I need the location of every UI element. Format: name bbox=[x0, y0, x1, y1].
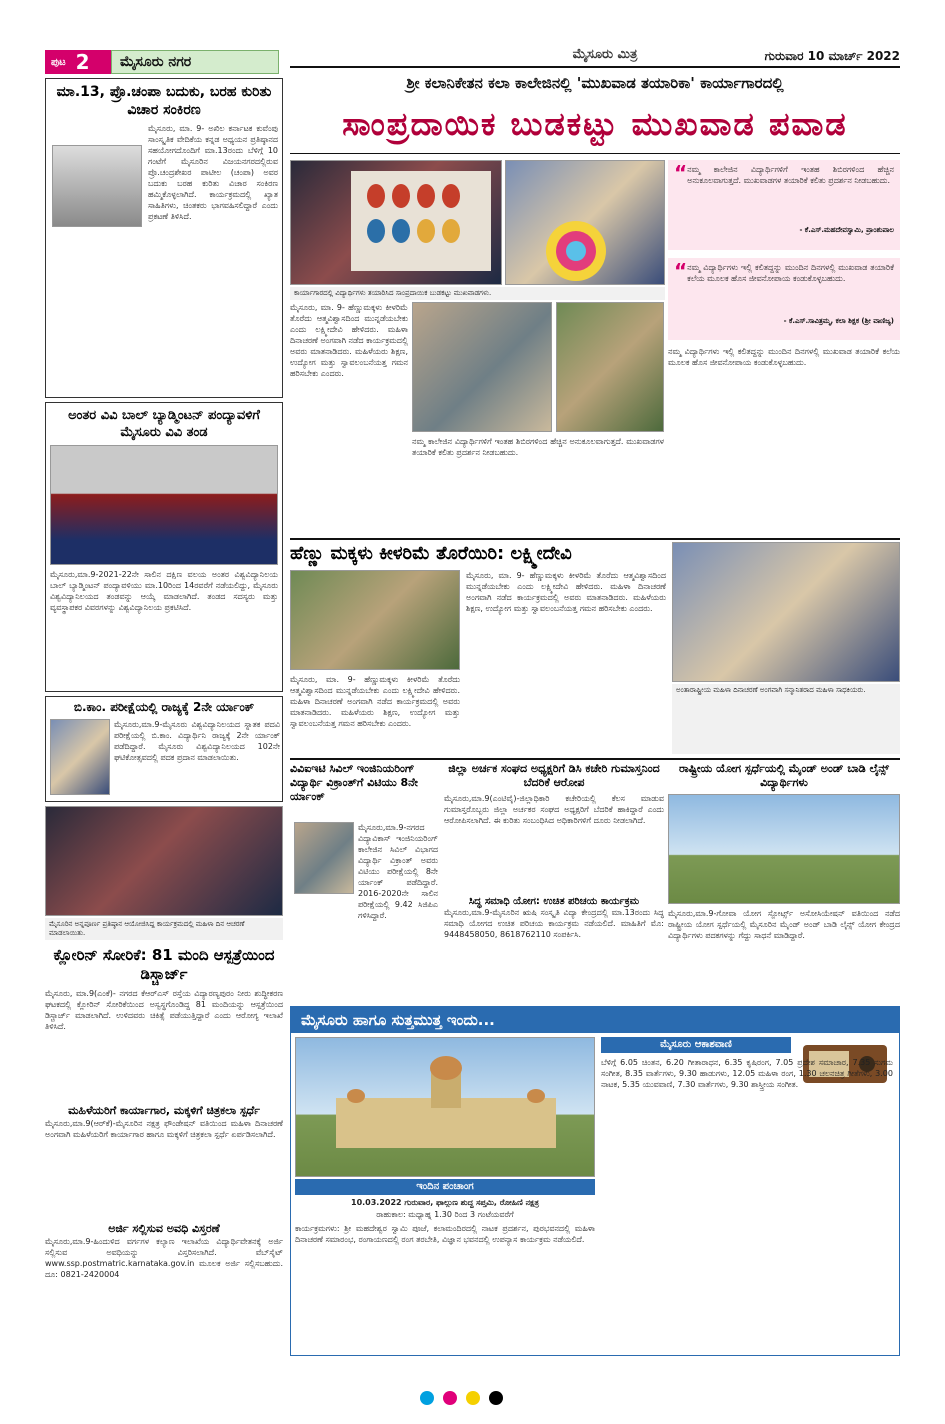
rank-headline: ವಿವಿಐಇಟಿ ಸಿವಿಲ್ ಇಂಜಿನಿಯರಿಂಗ್ ವಿದ್ಯಾರ್ಥಿ ವಿಕ್ರಾಂತ್‌ಗೆ ವಿಟಿಯು 8ನೇ ರ್ಯಾಂಕ್ bbox=[290, 762, 440, 804]
mask-painting-illustration bbox=[506, 161, 664, 284]
lead-photo-caption: ಕಾರ್ಯಾಗಾರದಲ್ಲಿ ವಿದ್ಯಾರ್ಥಿಗಳು ತಯಾರಿಸಿದ ಸಾಂಪ್ರದಾಯಿಕ ಬುಡಕಟ್ಟು ಮುಖವಾಡಗಳು. bbox=[290, 287, 665, 300]
panchanga-line-1: 10.03.2022 ಗುರುವಾರ, ಫಾಲ್ಗುಣ ಶುದ್ಧ ಸಪ್ತಮಿ, ರೋಹಿಣಿ ನಕ್ಷತ್ರ bbox=[351, 1198, 539, 1207]
yellow-mark bbox=[466, 1391, 480, 1405]
row-rule bbox=[290, 758, 900, 760]
dc-sub-body: ಮೈಸೂರು,ಮಾ.9-ಮೈಸೂರಿನ ಋಷಿ ಸಂಸ್ಕೃತಿ ವಿದ್ಯಾ ಕೇಂದ್ರದಲ್ಲಿ ಮಾ.13ರಂದು ಸಿದ್ಧ ಸಮಾಧಿ ಯೋಗದ ಉಚಿತ ಪರಿಚಯ ಕಾರ್ಯಕ್ರಮ ನಡೆಯಲಿದೆ. ಮಾಹಿತಿಗೆ ಮೊ: 9448458050, 8618762110 ಸಂಪರ್ಕಿಸಿ. bbox=[444, 908, 664, 939]
women-body-col2: ಮೈಸೂರು, ಮಾ. 9- ಹೆಣ್ಣುಮಕ್ಕಳು ಕೀಳರಿಮೆ ತೊರೆದು ಆತ್ಮವಿಶ್ವಾಸದಿಂದ ಮುನ್ನಡೆಯಬೇಕು ಎಂದು ಲಕ್ಷ್ಮೀದೇವಿ ಹೇಳಿದರು. ಮಹಿಳಾ ದಿನಾಚರಣೆ ಅಂಗವಾಗಿ ನಡೆದ ಕಾರ್ಯಕ್ರಮದಲ್ಲಿ ಅವರು ಮಾತನಾಡಿದರು. ಮಹಿಳೆಯರು ಶಿಕ್ಷಣ, ಉದ್ಯೋಗ ಮತ್ತು ಸ್ವಾವಲಂಬನೆಯತ್ತ ಗಮನ ಹರಿಸಬೇಕು ಎಂದರು. bbox=[466, 571, 666, 613]
today-section bbox=[290, 1006, 900, 1356]
today-banner: ಮೈಸೂರು ಹಾಗೂ ಸುತ್ತಮುತ್ತ ಇಂದು... bbox=[291, 1007, 899, 1033]
women-body-col1: ಮೈಸೂರು, ಮಾ. 9- ಹೆಣ್ಣುಮಕ್ಕಳು ಕೀಳರಿಮೆ ತೊರೆದು ಆತ್ಮವಿಶ್ವಾಸದಿಂದ ಮುನ್ನಡೆಯಬೇಕು ಎಂದು ಲಕ್ಷ್ಮೀದೇವಿ ಹೇಳಿದರು. ಮಹಿಳಾ ದಿನಾಚರಣೆ ಅಂಗವಾಗಿ ನಡೆದ ಕಾರ್ಯಕ್ರಮದಲ್ಲಿ ಅವರು ಮಾತನಾಡಿದರು. ಮಹಿಳೆಯರು ಶಿಕ್ಷಣ, ಉದ್ಯೋಗ ಮತ್ತು ಸ್ವಾವಲಂಬನೆಯತ್ತ ಗಮನ ಹರಿಸಬೇಕು ಎಂದರು. bbox=[290, 675, 460, 728]
left-story-4-sub1-body: ಮೈಸೂರು,ಮಾ.9(ಆರ್‌ಕೆ)-ಮೈಸೂರಿನ ನಕ್ಷತ್ರ ಫೌಂಡೇಷನ್ ವತಿಯಿಂದ ಮಹಿಳಾ ದಿನಾಚರಣೆ ಅಂಗವಾಗಿ ಮಹಿಳೆಯರಿಗೆ ಕಾರ್ಯಾಗಾರ ಹಾಗೂ ಮಕ್ಕಳಿಗೆ ಚಿತ್ರಕಲಾ ಸ್ಪರ್ಧೆ ಏರ್ಪಡಿಸಲಾಗಿದೆ. bbox=[45, 1119, 283, 1139]
yoga-story bbox=[668, 762, 900, 1002]
lead-rule bbox=[290, 153, 900, 154]
quote-box-1 bbox=[668, 160, 900, 250]
radio-title: ಮೈಸೂರು ಆಕಾಶವಾಣಿ bbox=[601, 1037, 791, 1053]
rank-student-photo bbox=[50, 719, 110, 795]
left-story-4-sub2: ಅರ್ಜಿ ಸಲ್ಲಿಸುವ ಅವಧಿ ವಿಸ್ತರಣೆ bbox=[108, 1222, 220, 1235]
palace-illustration bbox=[296, 1038, 594, 1176]
quote-2-attribution: - ಕೆ.ಎಸ್.ಸಾವಿತ್ರಮ್ಮ, ಕಲಾ ಶಿಕ್ಷಕ (ಶ್ರೀ ವಾಣಿಜ್ಯ) bbox=[783, 317, 894, 325]
quote-1-attribution: - ಕೆ.ಎಸ್.ಮಹದೇವಸ್ವಾಮಿ, ಪ್ರಾಂಶುಪಾಲ bbox=[799, 226, 894, 234]
page-label: ಪುಟ bbox=[51, 56, 66, 68]
yoga-body: ಮೈಸೂರು,ಮಾ.9-ಗೋವಾ ಯೋಗ ಸ್ಪೋರ್ಟ್ಸ್ ಅಸೋಸಿಯೇಷನ್ ವತಿಯಿಂದ ನಡೆದ ರಾಷ್ಟ್ರೀಯ ಯೋಗ ಸ್ಪರ್ಧೆಯಲ್ಲಿ ಮೈಸೂರಿನ ಮೈಂಡ್ ಅಂಡ್ ಬಾಡಿ ಲೈನ್ಸ್ ಯೋಗ ಕೇಂದ್ರದ ವಿದ್ಯಾರ್ಥಿಗಳು ಪದಕಗಳನ್ನು ಗೆದ್ದು ಸಾಧನೆ ಮಾಡಿದ್ದಾರೆ. bbox=[668, 909, 900, 940]
black-mark bbox=[489, 1391, 503, 1405]
left-story-2-body: ಮೈಸೂರು,ಮಾ.9-2021-22ನೇ ಸಾಲಿನ ದಕ್ಷಿಣ ವಲಯ ಅಂತರ ವಿಶ್ವವಿದ್ಯಾನಿಲಯ ಬಾಲ್ ಬ್ಯಾಡ್ಮಿಂಟನ್ ಪಂದ್ಯಾವಳಿಯು ಮಾ.10ರಿಂದ 14ರವರೆಗೆ ನಡೆಯಲಿದ್ದು, ಮೈಸೂರು ವಿಶ್ವವಿದ್ಯಾನಿಲಯದ ತಂಡವನ್ನು ಆಯ್ಕೆ ಮಾಡಲಾಗಿದೆ. ತಂಡದ ಸದಸ್ಯರು ಮತ್ತು ವ್ಯವಸ್ಥಾಪಕರ ವಿವರಗಳನ್ನು ವಿಶ್ವವಿದ್ಯಾನಿಲಯ ಪ್ರಕಟಿಸಿದೆ. bbox=[50, 570, 278, 612]
dc-story bbox=[444, 762, 664, 1002]
left-story-1 bbox=[45, 78, 283, 398]
left-story-1-body: ಮೈಸೂರು, ಮಾ. 9- ಅಖಿಲ ಕರ್ನಾಟಕ ಕುವೆಂಪು ಸಾಂಸ್ಕೃತಿಕ ವೇದಿಕೆಯ ಕನ್ನಡ ಅಧ್ಯಯನ ಪ್ರತಿಷ್ಠಾನದ ಸಹಯೋಗದೊಂದಿಗೆ ಮಾ.13ರಂದು ಬೆಳಿಗ್ಗೆ 10 ಗಂಟೆಗೆ ಮೈಸೂರಿನ ವಿಜಯನಗರದಲ್ಲಿರುವ ಪ್ರೊ.ಚಂದ್ರಶೇಖರ ಪಾಟೀಲ (ಚಂಪಾ) ಅವರ ಬದುಕು ಬರಹ ಕುರಿತು ವಿಚಾರ ಸಂಕಿರಣ ಹಮ್ಮಿಕೊಳ್ಳಲಾಗಿದೆ. ಕಾರ್ಯಕ್ರಮದಲ್ಲಿ ಖ್ಯಾತ ಸಾಹಿತಿಗಳು, ಚಿಂತಕರು ಭಾಗವಹಿಸಲಿದ್ದಾರೆ ಎಂದು ಪ್ರಕಟಣೆ ತಿಳಿಸಿದೆ. bbox=[148, 124, 278, 221]
left-story-4 bbox=[45, 946, 283, 1376]
section-name: ಮೈಸೂರು ನಗರ bbox=[120, 54, 192, 70]
champa-portrait bbox=[52, 145, 142, 227]
lead-body-col3: ನಮ್ಮ ವಿದ್ಯಾರ್ಥಿಗಳು ಇಲ್ಲಿ ಕಲಿತದ್ದನ್ನು ಮುಂದಿನ ದಿನಗಳಲ್ಲಿ ಮುಖವಾಡ ತಯಾರಿಕೆ ಕಲೆಯ ಮೂಲಕ ಹೊಸ ಜೀವನೋಪಾಯ ಕಂಡುಕೊಳ್ಳಬಹುದು. bbox=[668, 347, 900, 367]
dc-sub-headline: ಸಿದ್ಧ ಸಮಾಧಿ ಯೋಗ: ಉಚಿತ ಪರಿಚಯ ಕಾರ್ಯಕ್ರಮ bbox=[468, 896, 640, 907]
left-story-2-headline: ಅಂತರ ವಿವಿ ಬಾಲ್ ಬ್ಯಾಡ್ಮಿಂಟನ್ ಪಂದ್ಯಾವಳಿಗೆ ಮೈಸೂರು ವಿವಿ ತಂಡ bbox=[68, 408, 260, 440]
team-photo bbox=[50, 445, 278, 565]
yoga-photo bbox=[668, 794, 900, 904]
lead-kicker: ಶ್ರೀ ಕಲಾನಿಕೇತನ ಕಲಾ ಕಾಲೇಜಿನಲ್ಲಿ 'ಮುಖವಾಡ ತಯಾರಿಕಾ' ಕಾರ್ಯಾಗಾರದಲ್ಲಿ bbox=[406, 74, 784, 92]
yoga-headline: ರಾಷ್ಟ್ರೀಯ ಯೋಗ ಸ್ಪರ್ಧೆಯಲ್ಲಿ ಮೈಂಡ್ ಅಂಡ್ ಬಾಡಿ ಲೈನ್ಸ್ ವಿದ್ಯಾರ್ಥಿಗಳು bbox=[679, 762, 889, 789]
workshop-photo-1 bbox=[505, 160, 665, 285]
masthead bbox=[0, 0, 945, 74]
issue-date: ಗುರುವಾರ 10 ಮಾರ್ಚ್ 2022 bbox=[764, 49, 900, 63]
workshop-photo-2 bbox=[412, 302, 552, 432]
left-story-4-sub1: ಮಹಿಳೆಯರಿಗೆ ಕಾರ್ಯಾಗಾರ, ಮಕ್ಕಳಿಗೆ ಚಿತ್ರಕಲಾ ಸ್ಪರ್ಧೆ bbox=[68, 1104, 260, 1117]
paper-name: ಮೈಸೂರು ಮಿತ್ರ bbox=[572, 47, 638, 62]
quote-mark-icon: “ bbox=[674, 161, 688, 185]
masks-illustration bbox=[291, 161, 501, 284]
left-story-4-body: ಮೈಸೂರು, ಮಾ.9(ಎಂಕೆ)- ನಗರದ ಕೆಆರ್‌ಎಸ್ ರಸ್ತೆಯ ವಿದ್ಯಾರಣ್ಯಪುರಂ ನೀರು ಶುದ್ಧೀಕರಣ ಘಟಕದಲ್ಲಿ ಕ್ಲೋರಿನ್ ಸೋರಿಕೆಯಿಂದ ಅಸ್ವಸ್ಥಗೊಂಡಿದ್ದ 81 ಮಂದಿಯನ್ನು ಆಸ್ಪತ್ರೆಯಿಂದ ಡಿಸ್ಚಾರ್ಜ್ ಮಾಡಲಾಗಿದೆ. ಉಳಿದವರು ಚಿಕಿತ್ಸೆ ಪಡೆಯುತ್ತಿದ್ದಾರೆ ಎಂದು ಆರೋಗ್ಯ ಇಲಾಖೆ ತಿಳಿಸಿದೆ. bbox=[45, 989, 283, 1031]
radio-body: ಬೆಳಿಗ್ಗೆ 6.05 ಚಿಂತನ, 6.20 ಗೀತಾರಾಧನ, 6.35 ಕೃಷಿರಂಗ, 7.05 ಪ್ರದೇಶ ಸಮಾಚಾರ, 7.35 ಸುಗಮ ಸಂಗೀತ, 8.35 ವಾರ್ತೆಗಳು, 9.30 ಹಾಡುಗಳು, 12.05 ಮಹಿಳಾ ರಂಗ, 1.30 ಚಲನಚಿತ್ರ ಗೀತೆಗಳು, 3.00 ನಾಟಕ, 5.35 ಯುವವಾಣಿ, 7.30 ವಾರ್ತೆಗಳು, 9.30 ಶಾಸ್ತ್ರೀಯ ಸಂಗೀತ. bbox=[601, 1058, 893, 1089]
mask-display-photo bbox=[290, 160, 502, 285]
women-rule bbox=[290, 538, 900, 540]
quote-2-text: ನಮ್ಮ ವಿದ್ಯಾರ್ಥಿಗಳು ಇಲ್ಲಿ ಕಲಿತದ್ದನ್ನು ಮುಂದಿನ ದಿನಗಳಲ್ಲಿ ಮುಖವಾಡ ತಯಾರಿಕೆ ಕಲೆಯ ಮೂಲಕ ಹೊಸ ಜೀವನೋಪಾಯ ಕಂಡುಕೊಳ್ಳಬಹುದು. bbox=[687, 263, 894, 283]
dc-body: ಮೈಸೂರು,ಮಾ.9(ಎಂಟಿವೈ)-ಜಿಲ್ಲಾಧಿಕಾರಿ ಕಚೇರಿಯಲ್ಲಿ ಕೆಲಸ ಮಾಡುವ ಗುಮಾಸ್ತರೊಬ್ಬರು ಜಿಲ್ಲಾ ಅರ್ಚಕರ ಸಂಘದ ಅಧ್ಯಕ್ಷರಿಗೆ ಬೆದರಿಕೆ ಹಾಕಿದ್ದಾರೆ ಎಂದು ಆರೋಪಿಸಲಾಗಿದೆ. ಈ ಕುರಿತು ಸಂಬಂಧಿಸಿದ ಅಧಿಕಾರಿಗಳಿಗೆ ದೂರು ನೀಡಲಾಗಿದೆ. bbox=[444, 794, 664, 825]
rank-story bbox=[290, 762, 440, 1002]
magenta-mark bbox=[443, 1391, 457, 1405]
rank-body: ಮೈಸೂರು,ಮಾ.9-ನಗರದ ವಿದ್ಯಾವಿಕಾಸ್ ಇಂಜಿನಿಯರಿಂಗ್ ಕಾಲೇಜಿನ ಸಿವಿಲ್ ವಿಭಾಗದ ವಿದ್ಯಾರ್ಥಿ ವಿಕ್ರಾಂತ್ ಅವರು ವಿಟಿಯು ಪರೀಕ್ಷೆಯಲ್ಲಿ 8ನೇ ರ್ಯಾಂಕ್ ಪಡೆದಿದ್ದಾರೆ. 2016-2020ನೇ ಸಾಲಿನ ಪರೀಕ್ಷೆಯಲ್ಲಿ 9.42 ಸಿಜಿಪಿಎ ಗಳಿಸಿದ್ದಾರೆ. bbox=[358, 823, 438, 920]
left-story-1-headline: ಮಾ.13, ಪ್ರೊ.ಚಂಪಾ ಬದುಕು, ಬರಹ ಕುರಿತು ವಿಚಾರ ಸಂಕಿರಣ bbox=[56, 84, 272, 118]
stage-event-photo bbox=[45, 806, 283, 916]
lead-body-col1: ಮೈಸೂರು, ಮಾ. 9- ಹೆಣ್ಣುಮಕ್ಕಳು ಕೀಳರಿಮೆ ತೊರೆದು ಆತ್ಮವಿಶ್ವಾಸದಿಂದ ಮುನ್ನಡೆಯಬೇಕು ಎಂದು ಲಕ್ಷ್ಮೀದೇವಿ ಹೇಳಿದರು. ಮಹಿಳಾ ದಿನಾಚರಣೆ ಅಂಗವಾಗಿ ನಡೆದ ಕಾರ್ಯಕ್ರಮದಲ್ಲಿ ಅವರು ಮಾತನಾಡಿದರು. ಮಹಿಳೆಯರು ಶಿಕ್ಷಣ, ಉದ್ಯೋಗ ಮತ್ತು ಸ್ವಾವಲಂಬನೆಯತ್ತ ಗಮನ ಹರಿಸಬೇಕು ಎಂದರು. bbox=[290, 303, 408, 378]
lead-headline: ಸಾಂಪ್ರದಾಯಿಕ ಬುಡಕಟ್ಟು ಮುಖವಾಡ ಪವಾಡ bbox=[342, 105, 848, 143]
left-story-4-headline: ಕ್ಲೋರಿನ್ ಸೋರಿಕೆ: 81 ಮಂದಿ ಆಸ್ಪತ್ರೆಯಿಂದ ಡಿಸ್ಚಾರ್ಜ್ bbox=[53, 946, 275, 983]
quote-1-text: ನಮ್ಮ ಕಾಲೇಜಿನ ವಿದ್ಯಾರ್ಥಿಗಳಿಗೆ ಇಂತಹ ಶಿಬಿರಗಳಿಂದ ಹೆಚ್ಚಿನ ಅನುಕೂಲವಾಗುತ್ತದೆ. ಮುಖವಾಡಗಳ ತಯಾರಿಕೆ ಕಲಿತು ಪ್ರದರ್ಶನ ನೀಡಬಹುದು. bbox=[687, 165, 894, 185]
lead-body-col2: ನಮ್ಮ ಕಾಲೇಜಿನ ವಿದ್ಯಾರ್ಥಿಗಳಿಗೆ ಇಂತಹ ಶಿಬಿರಗಳಿಂದ ಹೆಚ್ಚಿನ ಅನುಕೂಲವಾಗುತ್ತದೆ. ಮುಖವಾಡಗಳ ತಯಾರಿಕೆ ಕಲಿತು ಪ್ರದರ್ಶನ ನೀಡಬಹುದು. bbox=[412, 437, 664, 457]
left-story-3-headline: ಬಿ.ಕಾಂ. ಪರೀಕ್ಷೆಯಲ್ಲಿ ರಾಜ್ಯಕ್ಕೆ 2ನೇ ರ್ಯಾಂಕ್ bbox=[73, 700, 255, 714]
masthead-rule bbox=[290, 66, 900, 68]
women-caption: ಅಂತಾರಾಷ್ಟ್ರೀಯ ಮಹಿಳಾ ದಿನಾಚರಣೆ ಅಂಗವಾಗಿ ಸನ್ಮಾನಿತರಾದ ಮಹಿಳಾ ಸಾಧಕಿಯರು. bbox=[672, 684, 900, 754]
left-story-3 bbox=[45, 696, 283, 802]
cyan-mark bbox=[420, 1391, 434, 1405]
panchanga-line-2: ರಾಹುಕಾಲ: ಮಧ್ಯಾಹ್ನ 1.30 ರಿಂದ 3 ಗಂಟೆಯವರೆಗೆ bbox=[376, 1210, 514, 1219]
panchanga-title: ಇಂದಿನ ಪಂಚಾಂಗ bbox=[295, 1179, 595, 1195]
women-headline: ಹೆಣ್ಣು ಮಕ್ಕಳು ಕೀಳರಿಮೆ ತೊರೆಯಿರಿ: ಲಕ್ಷ್ಮೀದೇವಿ bbox=[290, 543, 572, 564]
left-story-4-sub2-body: ಮೈಸೂರು,ಮಾ.9-ಹಿಂದುಳಿದ ವರ್ಗಗಳ ಕಲ್ಯಾಣ ಇಲಾಖೆಯ ವಿದ್ಯಾರ್ಥಿವೇತನಕ್ಕೆ ಅರ್ಜಿ ಸಲ್ಲಿಸುವ ಅವಧಿಯನ್ನು ವಿಸ್ತರಿಸಲಾಗಿದೆ. ವೆಬ್‌ಸೈಟ್ www.ssp.postmatric.karnataka.gov.in ಮೂಲಕ ಅರ್ಜಿ ಸಲ್ಲಿಸಬಹುದು. ದೂ: 0821-2420004 bbox=[45, 1237, 283, 1279]
women-photo-2 bbox=[672, 542, 900, 682]
rank-student-portrait bbox=[294, 822, 354, 894]
quote-mark-icon: “ bbox=[674, 259, 688, 283]
quote-box-2 bbox=[668, 258, 900, 340]
page-number-tag bbox=[45, 50, 111, 74]
palace-photo bbox=[295, 1037, 595, 1177]
dc-headline: ಜಿಲ್ಲಾ ಅರ್ಚಕ ಸಂಘದ ಅಧ್ಯಕ್ಷರಿಗೆ ಡಿಸಿ ಕಚೇರಿ ಗುಮಾಸ್ತನಿಂದ ಬೆದರಿಕೆ ಆರೋಪ bbox=[448, 762, 660, 789]
women-photo-1 bbox=[290, 570, 460, 670]
workshop-photo-3 bbox=[556, 302, 664, 432]
left-story-3-body: ಮೈಸೂರು,ಮಾ.9-ಮೈಸೂರು ವಿಶ್ವವಿದ್ಯಾನಿಲಯದ ಸ್ನಾತಕ ಪದವಿ ಪರೀಕ್ಷೆಯಲ್ಲಿ ಬಿ.ಕಾಂ. ವಿದ್ಯಾರ್ಥಿನಿ ರಾಜ್ಯಕ್ಕೆ 2ನೇ ರ್ಯಾಂಕ್ ಪಡೆದಿದ್ದಾರೆ. ಮೈಸೂರು ವಿಶ್ವವಿದ್ಯಾನಿಲಯದ 102ನೇ ಘಟಿಕೋತ್ಸವದಲ್ಲಿ ಪದಕ ಪ್ರದಾನ ಮಾಡಲಾಯಿತು. bbox=[114, 720, 280, 762]
today-events: ಕಾರ್ಯಕ್ರಮಗಳು: ಶ್ರೀ ಮಹದೇಶ್ವರ ಸ್ವಾಮಿ ಪೂಜೆ, ಕಲಾಮಂದಿರದಲ್ಲಿ ನಾಟಕ ಪ್ರದರ್ಶನ, ಪುರಭವನದಲ್ಲಿ ಮಹಿಳಾ ದಿನಾಚರಣೆ ಸಮಾರಂಭ, ರಂಗಾಯಣದಲ್ಲಿ ರಂಗ ತರಬೇತಿ, ವಿಜ್ಞಾನ ಭವನದಲ್ಲಿ ಉಪನ್ಯಾಸ ಕಾರ್ಯಕ್ರಮ ನಡೆಯಲಿದೆ. bbox=[295, 1224, 595, 1244]
left-story-2 bbox=[45, 402, 283, 692]
color-registration-bar bbox=[420, 1390, 540, 1410]
page-number: 2 bbox=[75, 50, 90, 74]
stage-event-caption: ಮೈಸೂರಿನ ಅನ್ನಪೂರ್ಣ ಪ್ರತಿಷ್ಠಾನ ಆಯೋಜಿಸಿದ್ದ ಕಾರ್ಯಕ್ರಮದಲ್ಲಿ ಮಹಿಳಾ ದಿನ ಆಚರಣೆ ಮಾಡಲಾಯಿತು. bbox=[45, 918, 283, 940]
section-tag bbox=[111, 50, 279, 74]
